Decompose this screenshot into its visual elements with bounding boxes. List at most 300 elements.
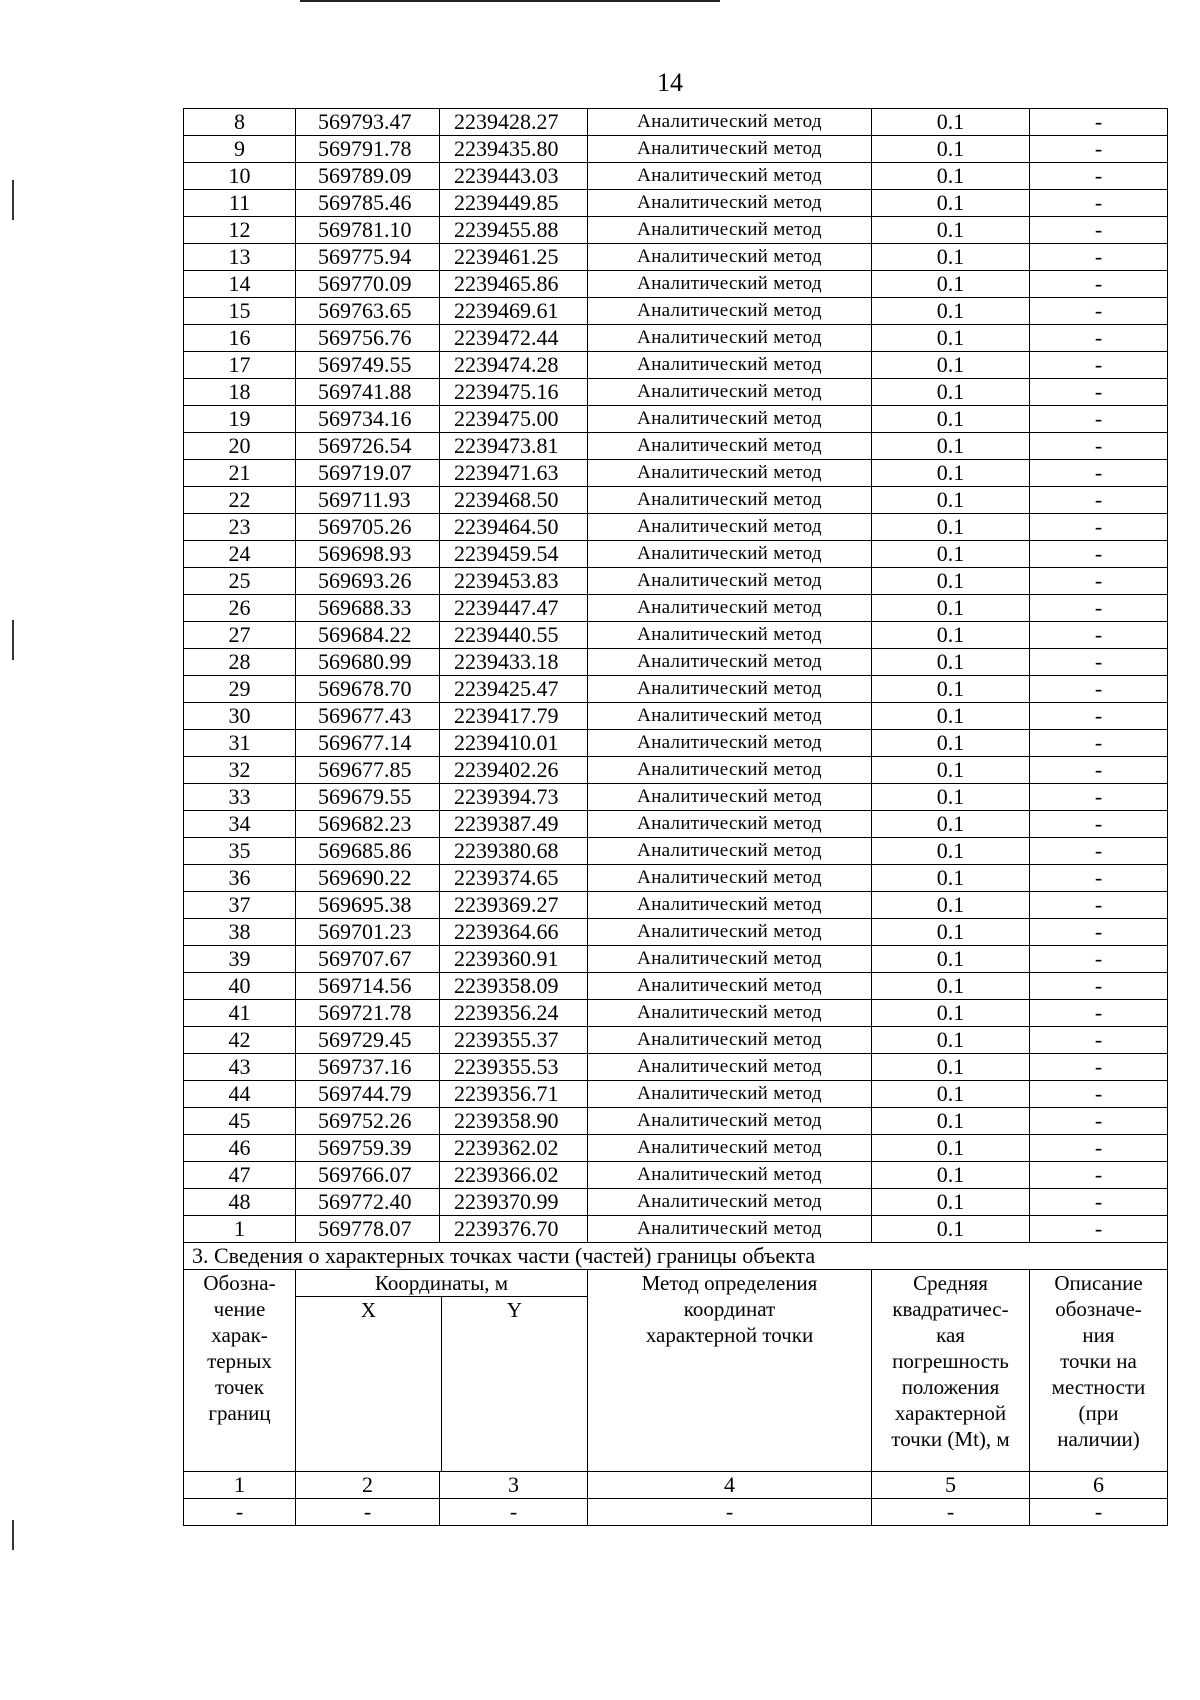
y-coordinate-cell: 2239475.16 [440,379,588,406]
y-coordinate-cell: 2239447.47 [440,595,588,622]
point-number-cell: 23 [184,514,296,541]
method-cell: Аналитический метод [588,298,872,325]
mt-cell: 0.1 [872,1216,1030,1243]
x-coordinate-cell: 569719.07 [296,460,440,487]
y-coordinate-cell: 2239369.27 [440,892,588,919]
method-cell: Аналитический метод [588,1135,872,1162]
method-cell: Аналитический метод [588,784,872,811]
point-number-cell: 18 [184,379,296,406]
y-coordinate-cell: 2239473.81 [440,433,588,460]
mt-cell: 0.1 [872,1054,1030,1081]
method-cell: Аналитический метод [588,919,872,946]
x-coordinate-cell: 569781.10 [296,217,440,244]
table-row [184,919,1168,946]
description-cell: - [1030,892,1168,919]
description-cell: - [1030,190,1168,217]
table-row [184,1081,1168,1108]
table-row [184,487,1168,514]
method-cell: Аналитический метод [588,622,872,649]
point-number-cell: 46 [184,1135,296,1162]
x-coordinate-cell: 569685.86 [296,838,440,865]
y-coordinate-cell: 2239380.68 [440,838,588,865]
point-number-cell: 15 [184,298,296,325]
method-cell: Аналитический метод [588,1216,872,1243]
point-number-cell: 20 [184,433,296,460]
point-number-cell: 22 [184,487,296,514]
table-row [184,217,1168,244]
table-row [184,514,1168,541]
description-cell: - [1030,1189,1168,1216]
table-row [184,649,1168,676]
description-cell: - [1030,1135,1168,1162]
x-coordinate-cell: 569737.16 [296,1054,440,1081]
table-row [184,784,1168,811]
point-number-cell: 43 [184,1054,296,1081]
mt-cell: 0.1 [872,487,1030,514]
x-coordinate-cell: 569698.93 [296,541,440,568]
method-cell: Аналитический метод [588,730,872,757]
method-cell: Аналитический метод [588,892,872,919]
mt-cell: 0.1 [872,217,1030,244]
header-designation: Обозна- чение харак- терных точек границ [184,1270,296,1472]
y-coordinate-cell: 2239374.65 [440,865,588,892]
x-coordinate-cell: 569721.78 [296,1000,440,1027]
description-cell: - [1030,352,1168,379]
mt-cell: 0.1 [872,460,1030,487]
method-cell: Аналитический метод [588,244,872,271]
column-number: 2 [296,1472,440,1499]
x-coordinate-cell: 569775.94 [296,244,440,271]
description-cell: - [1030,298,1168,325]
table-row [184,163,1168,190]
point-number-cell: 38 [184,919,296,946]
empty-data-row [184,1499,1168,1526]
table-row [184,946,1168,973]
description-cell: - [1030,838,1168,865]
table-row [184,676,1168,703]
x-coordinate-cell: 569741.88 [296,379,440,406]
mt-cell: 0.1 [872,1000,1030,1027]
y-coordinate-cell: 2239362.02 [440,1135,588,1162]
description-cell: - [1030,1216,1168,1243]
column-number: 4 [588,1472,872,1499]
point-number-cell: 45 [184,1108,296,1135]
mt-cell: 0.1 [872,271,1030,298]
point-number-cell: 9 [184,136,296,163]
point-number-cell: 44 [184,1081,296,1108]
method-cell: Аналитический метод [588,1108,872,1135]
y-coordinate-cell: 2239358.09 [440,973,588,1000]
y-coordinate-cell: 2239355.37 [440,1027,588,1054]
empty-cell: - [1030,1499,1168,1526]
point-number-cell: 34 [184,811,296,838]
table-row [184,541,1168,568]
x-coordinate-cell: 569734.16 [296,406,440,433]
mt-cell: 0.1 [872,865,1030,892]
y-coordinate-cell: 2239356.24 [440,1000,588,1027]
table-row [184,1135,1168,1162]
method-cell: Аналитический метод [588,271,872,298]
mt-cell: 0.1 [872,568,1030,595]
mt-cell: 0.1 [872,541,1030,568]
point-number-cell: 40 [184,973,296,1000]
header-mt: Средняя квадратичес- кая погрешность положения характерной точки (Mt), м [872,1270,1030,1472]
mt-cell: 0.1 [872,946,1030,973]
x-coordinate-cell: 569677.85 [296,757,440,784]
mt-cell: 0.1 [872,1189,1030,1216]
x-coordinate-cell: 569793.47 [296,109,440,136]
margin-mark [12,620,14,660]
mt-cell: 0.1 [872,190,1030,217]
x-coordinate-cell: 569791.78 [296,136,440,163]
method-cell: Аналитический метод [588,973,872,1000]
y-coordinate-cell: 2239449.85 [440,190,588,217]
point-number-cell: 13 [184,244,296,271]
point-number-cell: 1 [184,1216,296,1243]
column-number: 6 [1030,1472,1168,1499]
mt-cell: 0.1 [872,136,1030,163]
description-cell: - [1030,379,1168,406]
margin-mark [12,180,14,220]
y-coordinate-cell: 2239387.49 [440,811,588,838]
x-coordinate-cell: 569759.39 [296,1135,440,1162]
description-cell: - [1030,811,1168,838]
description-cell: - [1030,1162,1168,1189]
mt-cell: 0.1 [872,352,1030,379]
y-coordinate-cell: 2239410.01 [440,730,588,757]
method-cell: Аналитический метод [588,406,872,433]
table-row [184,325,1168,352]
mt-cell: 0.1 [872,433,1030,460]
x-coordinate-cell: 569756.76 [296,325,440,352]
column-numbers-row [184,1472,1168,1499]
point-number-cell: 19 [184,406,296,433]
y-coordinate-cell: 2239471.63 [440,460,588,487]
method-cell: Аналитический метод [588,514,872,541]
x-coordinate-cell: 569763.65 [296,298,440,325]
table-row [184,1108,1168,1135]
table-row [184,595,1168,622]
empty-cell: - [588,1499,872,1526]
description-cell: - [1030,1027,1168,1054]
x-coordinate-cell: 569778.07 [296,1216,440,1243]
description-cell: - [1030,541,1168,568]
point-number-cell: 11 [184,190,296,217]
x-coordinate-cell: 569711.93 [296,487,440,514]
y-coordinate-cell: 2239464.50 [440,514,588,541]
description-cell: - [1030,757,1168,784]
description-cell: - [1030,460,1168,487]
y-coordinate-cell: 2239435.80 [440,136,588,163]
y-coordinate-cell: 2239459.54 [440,541,588,568]
method-cell: Аналитический метод [588,676,872,703]
y-coordinate-cell: 2239417.79 [440,703,588,730]
y-coordinate-cell: 2239455.88 [440,217,588,244]
x-coordinate-cell: 569714.56 [296,973,440,1000]
mt-cell: 0.1 [872,1135,1030,1162]
table-row [184,703,1168,730]
y-coordinate-cell: 2239440.55 [440,622,588,649]
x-coordinate-cell: 569693.26 [296,568,440,595]
method-cell: Аналитический метод [588,1081,872,1108]
table-row [184,730,1168,757]
description-cell: - [1030,271,1168,298]
point-number-cell: 42 [184,1027,296,1054]
table-row [184,865,1168,892]
y-coordinate-cell: 2239461.25 [440,244,588,271]
coordinates-table [183,108,1167,1526]
x-coordinate-cell: 569684.22 [296,622,440,649]
y-coordinate-cell: 2239370.99 [440,1189,588,1216]
method-cell: Аналитический метод [588,190,872,217]
mt-cell: 0.1 [872,703,1030,730]
x-coordinate-cell: 569785.46 [296,190,440,217]
method-cell: Аналитический метод [588,757,872,784]
point-number-cell: 30 [184,703,296,730]
mt-cell: 0.1 [872,298,1030,325]
method-cell: Аналитический метод [588,1189,872,1216]
point-number-cell: 8 [184,109,296,136]
point-number-cell: 35 [184,838,296,865]
point-number-cell: 14 [184,271,296,298]
point-number-cell: 27 [184,622,296,649]
x-coordinate-cell: 569680.99 [296,649,440,676]
y-coordinate-cell: 2239433.18 [440,649,588,676]
description-cell: - [1030,514,1168,541]
y-coordinate-cell: 2239394.73 [440,784,588,811]
description-cell: - [1030,595,1168,622]
description-cell: - [1030,217,1168,244]
y-coordinate-cell: 2239475.00 [440,406,588,433]
method-cell: Аналитический метод [588,703,872,730]
table-row [184,568,1168,595]
y-coordinate-cell: 2239453.83 [440,568,588,595]
method-cell: Аналитический метод [588,325,872,352]
table-row [184,406,1168,433]
x-coordinate-cell: 569679.55 [296,784,440,811]
y-coordinate-cell: 2239474.28 [440,352,588,379]
method-cell: Аналитический метод [588,649,872,676]
point-number-cell: 47 [184,1162,296,1189]
description-cell: - [1030,1054,1168,1081]
mt-cell: 0.1 [872,919,1030,946]
mt-cell: 0.1 [872,730,1030,757]
point-number-cell: 41 [184,1000,296,1027]
description-cell: - [1030,622,1168,649]
y-coordinate-cell: 2239366.02 [440,1162,588,1189]
description-cell: - [1030,649,1168,676]
y-coordinate-cell: 2239468.50 [440,487,588,514]
table-row [184,1027,1168,1054]
description-cell: - [1030,433,1168,460]
method-cell: Аналитический метод [588,352,872,379]
point-number-cell: 26 [184,595,296,622]
method-cell: Аналитический метод [588,1162,872,1189]
mt-cell: 0.1 [872,1081,1030,1108]
method-cell: Аналитический метод [588,163,872,190]
table-row [184,1189,1168,1216]
description-cell: - [1030,487,1168,514]
description-cell: - [1030,919,1168,946]
description-cell: - [1030,676,1168,703]
point-number-cell: 28 [184,649,296,676]
point-number-cell: 48 [184,1189,296,1216]
table-row [184,1000,1168,1027]
x-coordinate-cell: 569701.23 [296,919,440,946]
x-coordinate-cell: 569707.67 [296,946,440,973]
y-coordinate-cell: 2239356.71 [440,1081,588,1108]
header-coordinates: Координаты, м X Y [296,1270,588,1472]
table-body [184,109,1168,1243]
y-coordinate-cell: 2239355.53 [440,1054,588,1081]
header-x: X [360,1298,377,1322]
x-coordinate-cell: 569677.43 [296,703,440,730]
section3 [184,1243,1168,1526]
description-cell: - [1030,703,1168,730]
top-rule [300,0,720,2]
table-row [184,1054,1168,1081]
description-cell: - [1030,730,1168,757]
description-cell: - [1030,406,1168,433]
method-cell: Аналитический метод [588,838,872,865]
table-row [184,190,1168,217]
method-cell: Аналитический метод [588,1027,872,1054]
empty-cell: - [184,1499,296,1526]
point-number-cell: 12 [184,217,296,244]
header-description: Описание обозначе- ния точки на местности (при наличии) [1030,1270,1168,1472]
mt-cell: 0.1 [872,649,1030,676]
method-cell: Аналитический метод [588,109,872,136]
description-cell: - [1030,136,1168,163]
method-cell: Аналитический метод [588,946,872,973]
x-coordinate-cell: 569772.40 [296,1189,440,1216]
point-number-cell: 16 [184,325,296,352]
y-coordinate-cell: 2239425.47 [440,676,588,703]
section3-title: 3. Сведения о характерных точках части (частей) границы объекта [184,1243,1168,1270]
mt-cell: 0.1 [872,595,1030,622]
point-number-cell: 36 [184,865,296,892]
table-row [184,460,1168,487]
x-coordinate-cell: 569744.79 [296,1081,440,1108]
method-cell: Аналитический метод [588,487,872,514]
point-number-cell: 21 [184,460,296,487]
x-coordinate-cell: 569705.26 [296,514,440,541]
description-cell: - [1030,244,1168,271]
y-coordinate-cell: 2239402.26 [440,757,588,784]
page-number: 14 [657,68,683,97]
mt-cell: 0.1 [872,109,1030,136]
point-number-cell: 39 [184,946,296,973]
description-cell: - [1030,784,1168,811]
point-number-cell: 37 [184,892,296,919]
mt-cell: 0.1 [872,406,1030,433]
header-method: Метод определения координат характерной точки [588,1270,872,1472]
x-coordinate-cell: 569729.45 [296,1027,440,1054]
description-cell: - [1030,109,1168,136]
x-coordinate-cell: 569789.09 [296,163,440,190]
method-cell: Аналитический метод [588,541,872,568]
y-coordinate-cell: 2239472.44 [440,325,588,352]
x-coordinate-cell: 569678.70 [296,676,440,703]
y-coordinate-cell: 2239443.03 [440,163,588,190]
table-row [184,136,1168,163]
point-number-cell: 29 [184,676,296,703]
point-number-cell: 32 [184,757,296,784]
table-row [184,622,1168,649]
method-cell: Аналитический метод [588,1054,872,1081]
description-cell: - [1030,1081,1168,1108]
point-number-cell: 17 [184,352,296,379]
method-cell: Аналитический метод [588,1000,872,1027]
mt-cell: 0.1 [872,1108,1030,1135]
margin-mark [12,1520,14,1550]
empty-cell: - [296,1499,440,1526]
mt-cell: 0.1 [872,811,1030,838]
point-number-cell: 10 [184,163,296,190]
mt-cell: 0.1 [872,892,1030,919]
description-cell: - [1030,973,1168,1000]
table-row [184,298,1168,325]
table-row [184,244,1168,271]
table-row [184,352,1168,379]
point-number-cell: 24 [184,541,296,568]
x-coordinate-cell: 569726.54 [296,433,440,460]
table-row [184,379,1168,406]
mt-cell: 0.1 [872,676,1030,703]
point-number-cell: 31 [184,730,296,757]
mt-cell: 0.1 [872,973,1030,1000]
empty-cell: - [872,1499,1030,1526]
header-y: Y [441,1297,587,1471]
x-coordinate-cell: 569752.26 [296,1108,440,1135]
table-row [184,271,1168,298]
x-coordinate-cell: 569695.38 [296,892,440,919]
description-cell: - [1030,1000,1168,1027]
mt-cell: 0.1 [872,379,1030,406]
mt-cell: 0.1 [872,757,1030,784]
table-row [184,838,1168,865]
x-coordinate-cell: 569766.07 [296,1162,440,1189]
y-coordinate-cell: 2239469.61 [440,298,588,325]
column-number: 3 [440,1472,588,1499]
method-cell: Аналитический метод [588,811,872,838]
method-cell: Аналитический метод [588,865,872,892]
table-row [184,433,1168,460]
y-coordinate-cell: 2239428.27 [440,109,588,136]
empty-cell: - [440,1499,588,1526]
y-coordinate-cell: 2239364.66 [440,919,588,946]
table-row [184,892,1168,919]
description-cell: - [1030,325,1168,352]
description-cell: - [1030,163,1168,190]
y-coordinate-cell: 2239465.86 [440,271,588,298]
mt-cell: 0.1 [872,514,1030,541]
table-row [184,1216,1168,1243]
y-coordinate-cell: 2239360.91 [440,946,588,973]
mt-cell: 0.1 [872,163,1030,190]
mt-cell: 0.1 [872,784,1030,811]
column-number: 1 [184,1472,296,1499]
table-row [184,757,1168,784]
x-coordinate-cell: 569690.22 [296,865,440,892]
mt-cell: 0.1 [872,244,1030,271]
y-coordinate-cell: 2239376.70 [440,1216,588,1243]
method-cell: Аналитический метод [588,568,872,595]
x-coordinate-cell: 569770.09 [296,271,440,298]
method-cell: Аналитический метод [588,217,872,244]
x-coordinate-cell: 569682.23 [296,811,440,838]
method-cell: Аналитический метод [588,136,872,163]
